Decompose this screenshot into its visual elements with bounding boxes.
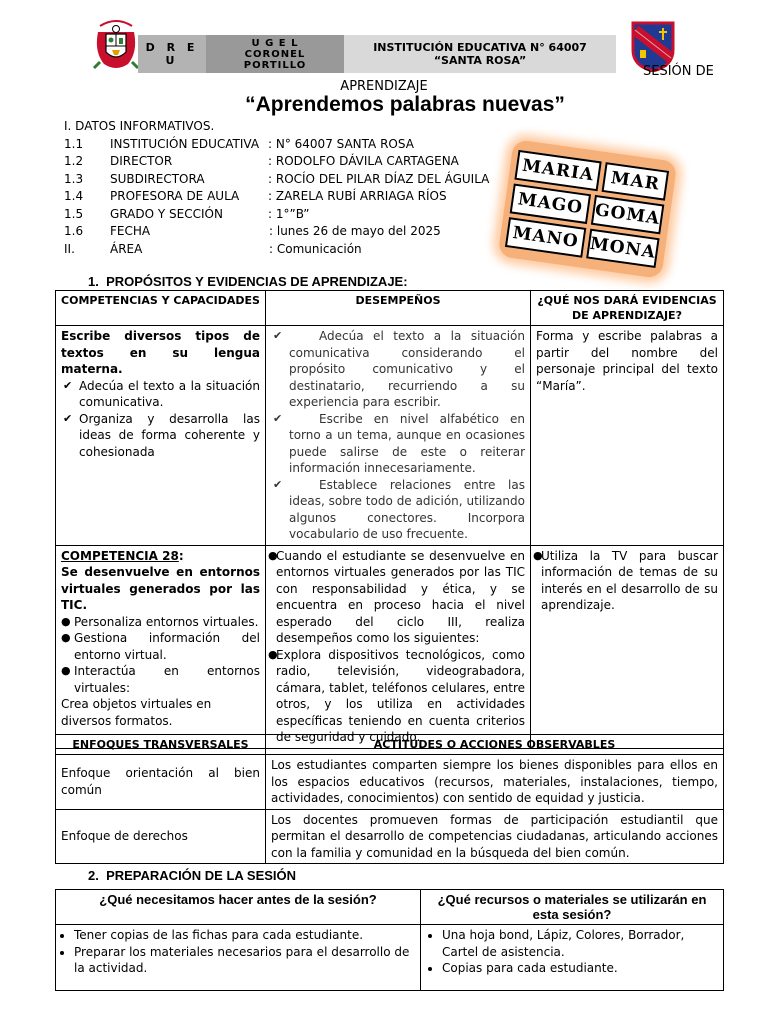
word-tile: MAR — [602, 162, 670, 201]
word-card-image — [498, 139, 678, 279]
capacidad-item: ● Interactúa en entornos virtuales: — [61, 663, 260, 696]
session-label: SESIÓN DE — [643, 64, 714, 79]
enfoques-header: ENFOQUES TRANSVERSALES — [56, 735, 266, 755]
peru-seal-icon — [92, 12, 140, 72]
institution-line-1: INSTITUCIÓN EDUCATIVA N° 64007 — [373, 41, 587, 54]
capacidad-extra: Crea objetos virtuales en diversos formatos. — [61, 697, 212, 728]
evidencia-item: ● Utiliza la TV para buscar información de temas de su interés en el desarrollo de su aprendizaje. — [533, 548, 718, 614]
desempeno-item: Establece relaciones entre las ideas, sobre todo de adición, utilizando algunos conectores. Incorpora vocabulario de uso frecuente. — [289, 477, 525, 541]
enfoque-name: Enfoque orientación al bien común — [56, 755, 266, 810]
datos-label: DIRECTOR — [110, 154, 173, 168]
enfoque-name: Enfoque de derechos — [56, 809, 266, 864]
word-tile: MARIA — [514, 150, 601, 191]
datos-label: FECHA — [110, 224, 151, 238]
datos-value: : 1°”B” — [268, 206, 310, 221]
evidencia-cell: Forma y escribe palabras a partir del nombre del personaje principal del texto “María”. — [531, 326, 724, 546]
propositos-table — [55, 290, 724, 749]
evidencia-28-cell — [531, 545, 724, 748]
table-header-evidencias: ¿QUÉ NOS DARÁ EVIDENCIAS DE APRENDIZAJE? — [531, 291, 724, 326]
ugel-line-2: CORONEL — [244, 48, 306, 60]
competencia-28-cell — [56, 545, 266, 748]
datos-heading: I. DATOS INFORMATIVOS. — [64, 119, 215, 133]
section-1-heading — [88, 274, 408, 289]
recursos-cell — [421, 925, 724, 991]
ugel-line-3: PORTILLO — [243, 59, 307, 71]
capacidad-item: ✔ Organiza y desarrolla las ideas de forma coherente y cohesionada — [61, 411, 260, 461]
desempenos-cell — [266, 326, 531, 546]
antes-cell — [56, 925, 421, 991]
recursos-header: ¿Qué recursos o materiales se utilizarán en esta sesión? — [421, 890, 724, 925]
antes-item: • Tener copias de las fichas para cada estudiante. — [74, 927, 415, 944]
table-header-desempenos: DESEMPEÑOS — [266, 291, 531, 326]
datos-num: II. — [64, 241, 75, 256]
antes-header: ¿Qué necesitamos hacer antes de la sesión? — [56, 890, 421, 925]
datos-value: : RODOLFO DÁVILA CARTAGENA — [268, 154, 459, 168]
datos-num: 1.1 — [64, 136, 84, 151]
desempeno-item: ● Explora dispositivos tecnológicos, como radio, televisión, videograbadora, cámara, tablet, teléfonos celulares, entre otros, y los utiliza en actividades específicas teniendo en cuenta criterios de seguridad y cuidado. — [268, 647, 525, 746]
section-2-num: 2. — [88, 868, 99, 883]
competencia-28-title: COMPETENCIA 28 — [61, 548, 179, 563]
datos-label: GRADO Y SECCIÓN — [110, 206, 223, 221]
datos-value: : N° 64007 SANTA ROSA — [268, 136, 414, 151]
section-1-title: PROPÓSITOS Y EVIDENCIAS DE APRENDIZAJE: — [106, 274, 408, 289]
desempeno-item: Adecúa el texto a la situación comunicativa considerando el propósito comunicativo y el destinatario, recurriendo a su experiencia para escribir. — [289, 329, 525, 409]
datos-num: 1.6 — [64, 224, 84, 238]
datos-num: 1.4 — [64, 189, 84, 203]
competencia-title: Escribe diversos tipos de textos en su lengua materna. — [61, 329, 260, 376]
enfoque-text: Los docentes promueven formas de participación estudiantil que permitan el desarrollo de competencias ciudadanas, articulando acciones con la familia y comunidad en la búsqueda del bien común. — [266, 809, 724, 864]
institution-line-2: “SANTA ROSA” — [433, 54, 527, 67]
desempeno-item: Escribe en nivel alfabético en torno a un tema, aunque en ocasiones puede salirse de este o reiterar información innecesariamente. — [289, 411, 525, 475]
datos-value: : ZARELA RUBÍ ARRIAGA RÍOS — [268, 189, 447, 203]
antes-item: • Preparar los materiales necesarios para el desarrollo de la actividad. — [74, 944, 415, 977]
datos-num: 1.3 — [64, 171, 84, 186]
desempenos-28-cell — [266, 545, 531, 748]
recursos-item: • Una hoja bond, Lápiz, Colores, Borrador, Cartel de asistencia. — [442, 927, 718, 960]
word-tile: MANO — [505, 217, 586, 258]
actitudes-header: ACTITUDES O ACCIONES OBSERVABLES — [266, 735, 724, 755]
section-1-num: 1. — [88, 274, 99, 289]
datos-value: : Comunicación — [269, 241, 362, 256]
capacidad-item: ● Gestiona información del entorno virtual. — [61, 630, 260, 663]
datos-num: 1.2 — [64, 154, 84, 168]
page-title: “Aprendemos palabras nuevas” — [245, 93, 565, 116]
capacidad-item: ● Personaliza entornos virtuales. — [61, 614, 260, 631]
table-header-competencias: COMPETENCIAS Y CAPACIDADES — [56, 291, 266, 326]
enfoque-text: Los estudiantes comparten siempre los bienes disponibles para ellos en los espacios educativos (recursos, materiales, instalaciones, tiempo, actividades, conocimientos) con sentido de equidad y justicia. — [266, 755, 724, 810]
enfoques-table — [55, 734, 724, 864]
datos-label: INSTITUCIÓN EDUCATIVA — [110, 136, 260, 151]
datos-label: PROFESORA DE AULA — [110, 189, 240, 203]
recursos-item: • Copias para cada estudiante. — [442, 960, 718, 977]
competencia-28-colon: : — [178, 548, 184, 563]
section-2-heading — [88, 868, 296, 883]
institution-label — [344, 35, 616, 73]
datos-num: 1.5 — [64, 206, 84, 221]
word-tile: MAGO — [510, 183, 591, 224]
datos-value: : lunes 26 de mayo del 2025 — [269, 224, 441, 238]
capacidad-item: ✔ Adecúa el texto a la situación comunicativa. — [61, 378, 260, 411]
desempeno-item: ● Cuando el estudiante se desenvuelve en entornos virtuales generados por las TIC con responsabilidad y ética, y se encuentra en proceso hacia el nivel esperado del ciclo III, realiza desempeños como los siguientes: — [268, 548, 525, 647]
ugel-label — [206, 35, 344, 73]
competencia-cell — [56, 326, 266, 546]
ugel-line-1: U G E L — [251, 37, 299, 49]
preparacion-table — [55, 889, 724, 991]
datos-label: ÁREA — [110, 241, 143, 256]
section-2-title: PREPARACIÓN DE LA SESIÓN — [106, 868, 297, 883]
word-tile: MONA — [586, 229, 659, 268]
dreu-label: D R E U — [138, 35, 206, 73]
aprendizaje-label: APRENDIZAJE — [340, 79, 428, 94]
datos-label: SUBDIRECTORA — [110, 171, 205, 186]
word-tile: GOMA — [591, 195, 664, 234]
datos-value: : ROCÍO DEL PILAR DÍAZ DEL ÁGUILA — [268, 171, 490, 186]
competencia-28-desc: Se desenvuelve en entornos virtuales generados por las TIC. — [61, 565, 260, 612]
